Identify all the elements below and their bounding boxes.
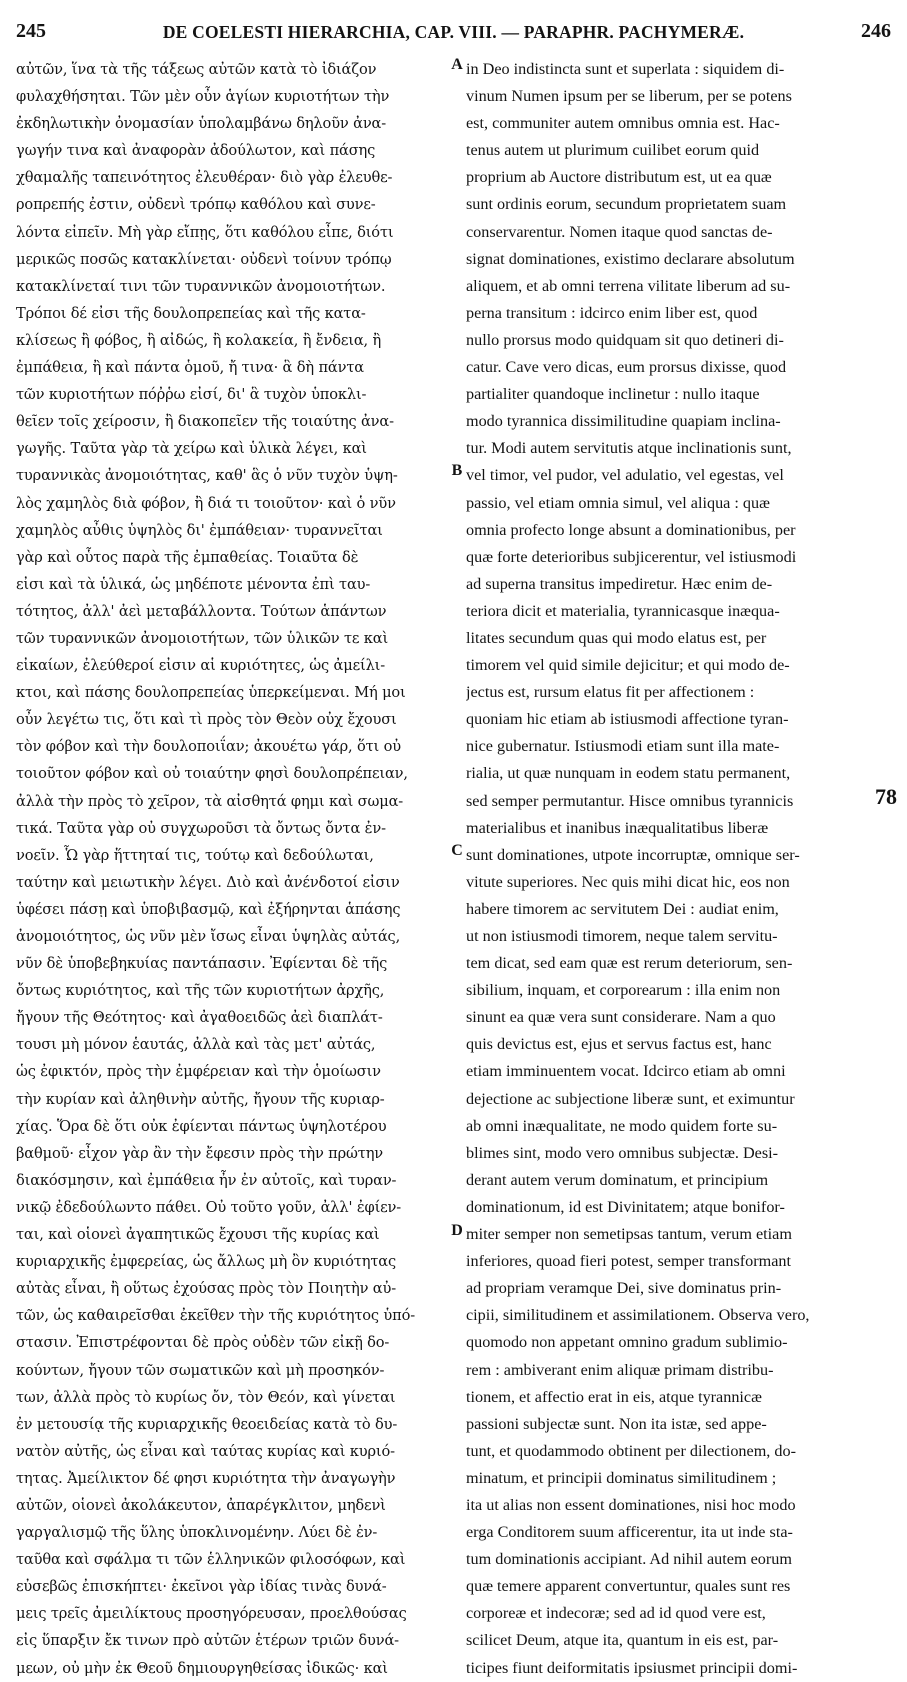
text-line: aliquem, et ab omni terrena vilitate liberum ad su- — [466, 276, 791, 295]
text-line: τῶν τυραννικῶν ἀνομοιοτήτων, τῶν ὑλικῶν τε καὶ — [16, 629, 389, 647]
text-line: proprium ab Auctore distributum est, ut ea quæ — [466, 168, 772, 187]
text-line: ita ut alias non essent dominationes, nisi hoc modo — [466, 1495, 796, 1514]
text-line: κούντων, ἤγουν τῶν σωματικῶν καὶ μὴ προσηκόν- — [16, 1361, 385, 1379]
text-line: τὴν κυρίαν καὶ ἀληθινὴν αὐτῆς, ἤγουν τῆς κυριαρ- — [16, 1090, 385, 1108]
text-line: κυριαρχικῆς ἐμφερείας, ὡς ἄλλως μὴ ὂν κυριότητας — [16, 1253, 396, 1271]
text-line: miter semper non semetipsas tantum, verum etiam — [466, 1225, 792, 1244]
text-line: κατακλίνεταί τινι τῶν τυραννικῶν ἀνομοιοτήτων. — [16, 277, 386, 295]
text-line: τῶν κυριοτήτων πόῤῥω εἰσί, δι' ἃ τυχὸν ὑποκλι- — [16, 386, 367, 404]
text-line: tionem, et affectio erat in eis, atque tyrannicæ — [466, 1387, 762, 1406]
text-line: catur. Cave vero dicas, eum prorsus dixisse, quod — [466, 358, 787, 377]
text-line: passio, vel etiam omnia simul, vel aliqua : quæ — [466, 493, 770, 512]
text-line: οὖν λεγέτω τις, ὅτι καὶ τὶ πρὸς τὸν Θεὸν οὐχ ἔχουσι — [16, 711, 397, 729]
text-line: λὸς χαμηλὸς διὰ φόβον, ἢ διά τι τοιοῦτον· καὶ ὁ νῦν — [16, 494, 396, 512]
text-line: τητας. Ἀμείλικτον δέ φησι κυριότητα τὴν ἀναγωγὴν — [16, 1469, 396, 1487]
text-line: κτοι, καὶ πάσης δουλοπρεπείας ὑπερκείμεναι. Μή μοι — [16, 684, 406, 702]
text-line: νικῷ ἐδεδούλωντο πάθει. Οὐ τοῦτο γοῦν, ἀλλ' ἐφίεν- — [16, 1198, 402, 1216]
text-line: γωγήν τινα καὶ ἀναφορὰν ἀδούλωτον, καὶ πάσης — [16, 142, 376, 160]
text-line: sunt ordinis eorum, secundum proprietatem suam — [466, 195, 787, 214]
text-line: vinum Numen ipsum per se liberum, per se potens — [466, 87, 792, 106]
text-line: ὄντως κυριότητος, καὶ τῆς τῶν κυριοτήτων ἀρχῆς, — [16, 982, 385, 1000]
running-title: DE COELESTI HIERARCHIA, CAP. VIII. — PARAPHR. PACHYMERÆ. — [162, 22, 745, 42]
text-line: διακόσμησιν, καὶ ἐμπάθεια ἦν ἐν αὐτοῖς, καὶ τυραν- — [16, 1171, 397, 1189]
text-line: ταύτην καὶ μειωτικὴν λέγει. Διὸ καὶ ἀνένδοτοί εἰσιν — [16, 873, 400, 891]
text-line: λόντα εἰπεῖν. Μὴ γὰρ εἴπῃς, ὅτι καθόλου εἶπε, διότι — [16, 223, 394, 241]
text-line: φυλαχθήσηται. Τῶν μὲν οὖν ἁγίων κυριοτήτων τὴν — [16, 88, 390, 106]
text-line: εἰκαίων, ἐλεύθεροί εἰσιν αἱ κυριότητες, ὡς ἀμείλι- — [16, 657, 386, 675]
text-line: γωγῆς. Ταῦτα γὰρ τὰ χείρω καὶ ὑλικὰ λέγει, καὶ — [16, 440, 367, 458]
text-line: quæ temere apparent convertuntur, quales sunt res — [466, 1577, 791, 1596]
text-line: nice gubernatur. Istiusmodi etiam sunt illa mate- — [466, 737, 780, 756]
text-line: sed semper permutantur. Hisce omnibus tyrannicis — [466, 791, 794, 810]
text-line: rem : ambiverant enim aliquæ primam distribu- — [466, 1360, 774, 1379]
text-line: sunt dominationes, utpote incorruptæ, omnique ser- — [466, 845, 800, 864]
text-line: τὸν φόβον καὶ τὴν δουλοποιΐαν; ἀκουέτω γάρ, ὅτι οὐ — [16, 738, 401, 756]
text-line: derant autem verum dominatum, et principium — [466, 1170, 769, 1189]
text-line: νῦν δὲ ὑποβεβηκυίας παντάπασιν. Ἐφίενται δὲ τῆς — [16, 955, 388, 973]
section-marker-c: C — [451, 842, 463, 859]
text-line: sibilium, inquam, et corporearum : illa enim non — [466, 981, 781, 1000]
text-line: vel timor, vel pudor, vel adulatio, vel egestas, vel — [466, 466, 784, 485]
text-line: tum dominationis accipiant. Ad nihil autem eorum — [466, 1550, 792, 1569]
text-line: tur. Modi autem servitutis atque inclinationis sunt, — [466, 439, 792, 458]
text-line: conservarentur. Nomen itaque quod sanctas de- — [466, 222, 773, 241]
section-marker-d: D — [451, 1222, 463, 1239]
text-line: materialibus et inanibus inæqualitatibus liberæ — [466, 818, 769, 837]
text-line: βαθμοῦ· εἶχον γὰρ ἂν τὴν ἔφεσιν πρὸς τὴν πρώτην — [16, 1144, 384, 1162]
text-line: quomodo non appetant omnino gradum sublimio- — [466, 1333, 788, 1352]
text-line: etiam imminuentem vocat. Idcirco etiam ab omni — [466, 1062, 786, 1081]
text-line: ut non istiusmodi timorem, neque talem servitu- — [466, 927, 778, 945]
margin-page-number: 78 — [875, 784, 897, 809]
text-line: signat dominationes, existimo declarare absolutum — [466, 249, 795, 268]
text-line: ab omni inæqualitate, ne modo quidem forte su- — [466, 1116, 778, 1135]
page-number-left: 245 — [16, 20, 46, 42]
section-marker-a: A — [451, 56, 463, 73]
text-line: ad propriam veramque Dei, sive dominatus prin- — [466, 1279, 782, 1298]
text-line: modo tyrannica dissimilitudine quapiam inclina- — [466, 412, 781, 431]
text-line: sinunt ea quæ vera sunt considerare. Nam a quo — [466, 1008, 776, 1027]
text-line: ὡς ἐφικτόν, πρὸς τὴν ἐμφέρειαν καὶ τὴν ὁμοίωσιν — [16, 1063, 381, 1081]
text-line: χθαμαλῆς ταπεινότητος ἐλευθέραν· διὸ γὰρ ἐλευθε- — [16, 169, 393, 187]
text-line: blimes sint, modo vero omnibus subjectæ. Desi- — [466, 1143, 779, 1162]
text-line: νοεῖν. Ὧ γὰρ ἥττηταί τις, τούτῳ καὶ δεδούλωται, — [16, 846, 374, 864]
text-line: εἰσι καὶ τὰ ὑλικά, ὡς μηδέποτε μένοντα ἐπὶ ταυ- — [16, 575, 371, 593]
text-line: θεῖεν τοῖς χείροσιν, ἢ διακοπεῖεν τῆς τοιαύτης ἀνα- — [16, 413, 394, 431]
text-line: rialia, ut quæ nunquam in eodem statu permanent, — [466, 764, 791, 783]
text-line: ἐν μετουσίᾳ τῆς κυριαρχικῆς θεοειδείας κατὰ τὸ δυ- — [16, 1415, 398, 1433]
text-line: erga Conditorem suum afficerentur, ita ut inde sta- — [466, 1523, 793, 1542]
text-line: habere timorem ac servitutem Dei : audiat enim, — [466, 899, 779, 918]
text-line: ἐμπάθεια, ἢ καὶ πάντα ὁμοῦ, ἤ τινα· ἃ δὴ πάντα — [16, 359, 364, 377]
text-line: μεων, οὐ μὴν ἐκ Θεοῦ δημιουργηθείσας ἰδικῶς· καὶ — [16, 1659, 388, 1677]
text-line: των, ἀλλὰ πρὸς τὸ κυρίως ὄν, τὸν Θεόν, καὶ γίνεται — [16, 1388, 396, 1406]
text-line: in Deo indistincta sunt et superlata : siquidem di- — [466, 60, 785, 78]
text-line: est, communiter autem omnibus omnia est. Hac- — [466, 114, 780, 133]
text-line: quæ forte deterioribus subjicerentur, vel istiusmodi — [466, 547, 797, 566]
text-line: ticipes fiunt deiformitatis ipsiusmet principii domi- — [466, 1658, 798, 1677]
text-line: μερικῶς ποσῶς κατακλίνεται· οὐδενὶ τοίνυν τρόπῳ — [16, 250, 392, 268]
two-column-body — [16, 56, 897, 1677]
text-line: timorem vel quid simile dejicitur; et qui modo de- — [466, 656, 790, 675]
text-line: κλίσεως ἢ φόβος, ἢ αἰδώς, ἢ κολακεία, ἢ ἔνδεια, ἢ — [16, 331, 382, 349]
text-line: ἀνομοιότητος, ὡς νῦν μὲν ἴσως εἶναι ὑψηλὰς αὐτάς, — [16, 928, 401, 945]
text-line: ἐκδηλωτικὴν ὀνομασίαν ὑπολαμβάνω δηλοῦν ἀνα- — [16, 115, 387, 133]
text-line: dominationum, id est Divinitatem; atque bonifor- — [466, 1197, 785, 1216]
text-line: αὐτῶν, οἱονεὶ ἀκολάκευτον, ἀπαρέγκλιτον, μηδενὶ — [16, 1496, 386, 1514]
text-line: εἰς ὕπαρξιν ἔκ τινων πρὸ αὐτῶν ἑτέρων τριῶν δυνά- — [16, 1632, 399, 1650]
text-line: litates secundum quas qui modo elatus est, per — [466, 628, 767, 647]
text-line: τῶν, ὡς καθαιρεῖσθαι ἐκεῖθεν τὴν τῆς κυριότητος ὑπό- — [16, 1307, 416, 1325]
running-header — [16, 14, 891, 44]
section-marker-b: B — [451, 462, 463, 479]
text-line: νατὸν αὐτῆς, ὡς εἶναι καὶ ταύτας κυρίας καὶ κυριό- — [16, 1442, 395, 1460]
text-line: partialiter quandoque inclinetur : nullo itaque — [466, 385, 760, 404]
text-line: γὰρ καὶ οὗτος παρὰ τῆς ἐμπαθείας. Τοιαῦτα δὲ — [16, 548, 359, 566]
text-line: τυραννικὰς ἀνομοιότητας, καθ' ἃς ὁ νῦν τυχὸν ὑψη- — [16, 467, 398, 485]
text-line: corporeæ et indecoræ; sed ad id quod vere est, — [466, 1604, 766, 1623]
text-line: tunt, et quodammodo obtinent per dilectionem, do- — [466, 1441, 796, 1460]
text-line: tem dicat, sed eam quæ est rerum deteriorum, sen- — [466, 954, 793, 973]
text-line: Τρόποι δέ εἰσι τῆς δουλοπρεπείας καὶ τῆς κατα- — [16, 304, 366, 322]
text-line: ται, καὶ οἱονεὶ ἀγαπητικῶς ἔχουσι τῆς κυρίας καὶ — [16, 1226, 380, 1244]
text-line: vitute superiores. Nec quis mihi dicat hic, eos non — [466, 872, 790, 891]
text-line: αὐτῶν, ἵνα τὰ τῆς τάξεως αὐτῶν κατὰ τὸ ἰδιάζον — [16, 61, 377, 78]
text-line: minatum, et principii dominatus similitudinem ; — [466, 1468, 777, 1487]
text-line: αὐτὰς εἶναι, ἢ οὕτως ἐχούσας πρὸς τὸν Ποιητὴν αὐ- — [16, 1280, 397, 1298]
text-line: τουσι μὴ μόνον ἑαυτάς, ἀλλὰ καὶ τὰς μετ' αὐτάς, — [16, 1036, 376, 1054]
text-line: χαμηλὸς αὖθις ὑψηλὸς δι' ἐμπάθειαν· τυραννεῖται — [16, 521, 383, 539]
text-line: ὑφέσει πάσῃ καὶ ὑποβιβασμῷ, καὶ ἐξήρηνται ἁπάσης — [16, 900, 401, 918]
text-line: ad superna transitus impediretur. Hæc enim de- — [466, 574, 773, 593]
text-line: ροπρεπής ἐστιν, οὐδενὶ τρόπῳ καθόλου καὶ συνε- — [16, 196, 376, 214]
text-line: perna transitum : idcirco enim liber est, quod — [466, 303, 758, 322]
text-line: χίας. Ὅρα δὲ ὅτι οὐκ ἐφίενται πάντως ὑψηλοτέρου — [16, 1117, 387, 1135]
text-line: cipii, similitudinem et assimilationem. Observa vero, — [466, 1306, 810, 1325]
text-line: quoniam hic etiam ab istiusmodi affectione tyran- — [466, 710, 789, 729]
text-line: nullo prorsus modo quidquam sit quo detineri di- — [466, 330, 784, 349]
text-line: jectus est, rursum elatus fit per affectionem : — [466, 683, 755, 702]
text-line: ταῦθα καὶ σφάλμα τι τῶν ἑλληνικῶν φιλοσόφων, καὶ — [16, 1551, 406, 1569]
text-line: ἀλλὰ τὴν πρὸς τὸ χεῖρον, τὰ αἰσθητά φημι καὶ σωμα- — [16, 792, 404, 810]
text-line: εὐσεβῶς ἐπισκήπτει· ἐκεῖνοι γὰρ ἰδίας τινὰς δυνά- — [16, 1578, 387, 1596]
text-line: τοιοῦτον φόβον καὶ οὐ τοιαύτην φησὶ δουλοπρέπειαν, — [16, 765, 408, 783]
text-line: τότητος, ἀλλ' ἀεὶ μεταβάλλοντα. Τούτων ἁπάντων — [16, 602, 387, 620]
text-line: μεις τρεῖς ἀμειλίκτους προσηγόρευσαν, προελθούσας — [16, 1605, 407, 1623]
text-line: στασιν. Ἐπιστρέφονται δὲ πρὸς οὐδὲν τῶν εἰκῇ δο- — [16, 1334, 390, 1352]
text-line: ἤγουν τῆς Θεότητος· καὶ ἀγαθοειδῶς ἀεὶ διαπλάτ- — [16, 1009, 383, 1027]
text-line: dejectione ac subjectione liberæ sunt, et eximuntur — [466, 1089, 795, 1108]
text-line: passioni subjectæ sunt. Non ita istæ, sed appe- — [466, 1414, 767, 1433]
text-line: inferiores, quoad fieri potest, semper transformant — [466, 1252, 791, 1271]
text-line: teriora dicit et materialia, tyrannicasque inæqua- — [466, 601, 780, 620]
text-line: scilicet Deum, atque ita, quantum in eis est, par- — [466, 1631, 779, 1650]
text-line: omnia profecto longe absunt a dominationibus, per — [466, 520, 796, 539]
latin-column — [466, 56, 891, 1682]
text-line: τικά. Ταῦτα γὰρ οὐ συγχωροῦσι τὰ ὄντως ὄντα ἐν- — [16, 819, 386, 837]
text-line: quis devictus est, ejus et servus factus est, hanc — [466, 1035, 772, 1054]
greek-column — [16, 56, 448, 1682]
text-line: γαργαλισμῷ τῆς ὕλης ὑποκλινομένην. Λύει δὲ ἐν- — [16, 1524, 378, 1542]
page-number-right: 246 — [861, 20, 891, 42]
text-line: tenus autem ut plurimum cuilibet eorum quid — [466, 141, 760, 160]
